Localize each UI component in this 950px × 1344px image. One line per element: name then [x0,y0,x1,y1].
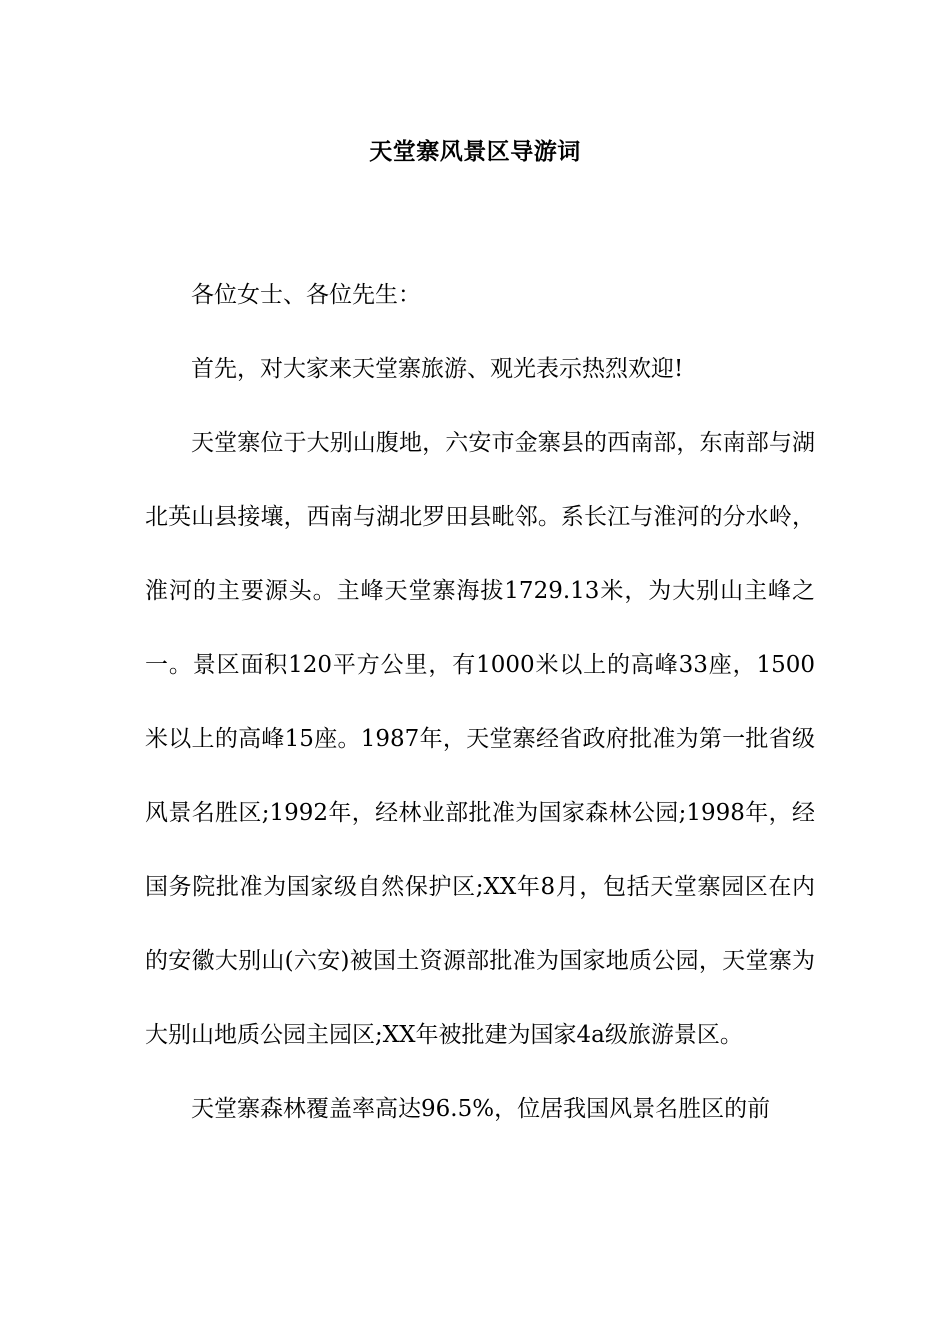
paragraph-greeting: 各位女士、各位先生： [191,282,421,308]
paragraph-forest-coverage: 天堂寨森林覆盖率高达96.5%，位居我国风景名胜区的前 [191,1096,771,1122]
document-body [145,258,815,1146]
paragraph-welcome: 首先，对大家来天堂寨旅游、观光表示热烈欢迎! [191,356,684,382]
document-title: 天堂寨风景区导游词 [369,139,581,165]
paragraph-location: 天堂寨位于大别山腹地，六安市金寨县的西南部，东南部与湖北英山县接壤，西南与湖北罗田县毗邻。系长江与淮河的分水岭，淮河的主要源头。主峰天堂寨海拔1729.13米，为大别山主峰之一。景区面积120平方公里，有1000米以上的高峰33座，1500米以上的高峰15座。1987年，天堂寨经省政府批准为第一批省级风景名胜区;1992年，经林业部批准为国家森林公园;1998年，经国务院批准为国家级自然保护区;XX年8月，包括天堂寨园区在内的安徽大别山(六安)被国土资源部批准为国家地质公园，天堂寨为大别山地质公园主园区;XX年被批建为国家4a级旅游景区。 [145,430,815,1048]
